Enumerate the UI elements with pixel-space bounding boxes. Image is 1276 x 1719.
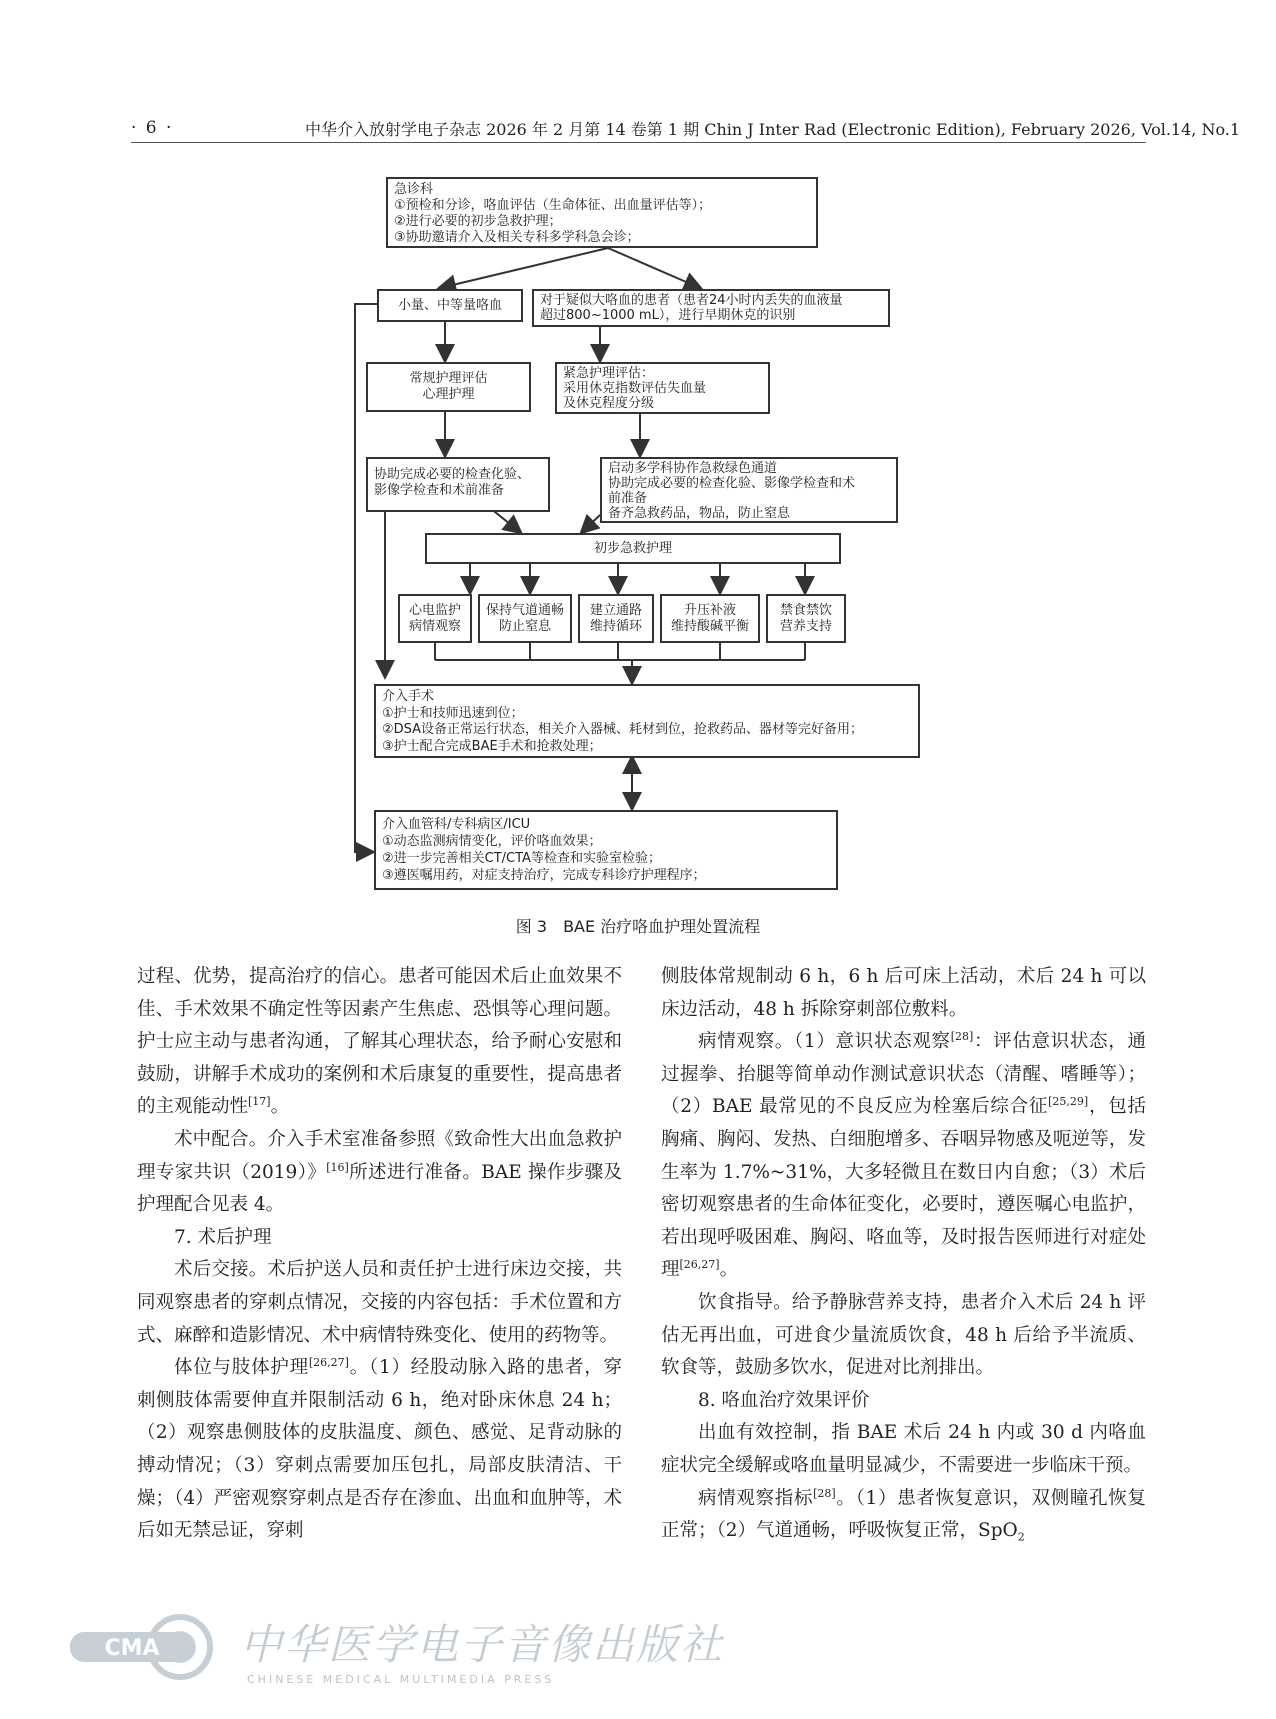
massive-bleed-box: 对于疑似大咯血的患者（患者24小时内丢失的血液量 超过800~1000 mL），进行早期休克的识别: [532, 289, 890, 327]
step-fasting-box: 禁食禁饮 营养支持: [766, 594, 846, 643]
paragraph: 病情观察。（1）意识状态观察[28]：评估意识状态，通过握拳、抬腿等简单动作测试意识状态（清醒、嗜睡等）；（2）BAE 最常见的不良反应为栓塞后综合征[25,29]，包括胸痛、胸闷、发热、白细胞增多、吞咽异物感及呃逆等，发生率为 1.7%~31%，大多轻微且在数日内自愈；（3）术后密切观察患者的生命体征变化，必要时，遵医嘱心电监护，若出现呼吸困难、胸闷、咯血等，及时报告医师进行对症处理[26,27]。: [661, 1030, 1146, 1281]
journal-header: 中华介入放射学电子杂志 2026 年 2 月第 14 卷第 1 期 Chin J Inter Rad (Electronic Edition), February 2026, Vol.14, No.1: [305, 120, 1241, 139]
paragraph: 过程、优势，提高治疗的信心。患者可能因术后止血效果不佳、手术效果不确定性等因素产生焦虑、恐惧等心理问题。护士应主动与患者沟通，了解其心理状态，给予耐心安慰和鼓励，讲解手术成功的案例和术后康复的重要性，提高患者的主观能动性[17]。: [137, 966, 622, 1118]
paragraph: 饮食指导。给予静脉营养支持，患者介入术后 24 h 评估无再出血，可进食少量流质饮食，48 h 后给予半流质、软食等，鼓励多饮水，促进对比剂排出。: [661, 1291, 1146, 1379]
routine-care-box: 常规护理评估 心理护理: [366, 362, 531, 412]
figure-caption: 图 3 BAE 治疗咯血护理处置流程: [515, 917, 761, 936]
green-channel-box: 启动多学科协作急救绿色通道 协助完成必要的检查化验、影像学检查和术 前准备 备齐急救药品，物品，防止窒息: [600, 457, 898, 523]
initial-care-box: 初步急救护理: [425, 533, 841, 564]
step-ecg-box: 心电监护 病情观察: [398, 594, 472, 643]
section-heading: 7. 术后护理: [174, 1226, 272, 1248]
left-column: [137, 961, 622, 1548]
logo-text: CMA: [104, 1636, 160, 1661]
small-bleed-box: 小量、中等量咯血: [377, 289, 523, 322]
ward-box: 介入血管科/专科病区/ICU ①动态监测病情变化，评价咯血效果； ②进一步完善相关CT/CTA等检查和实验室检验； ③遵医嘱用药，对症支持治疗，完成专科诊疗护理程序；: [374, 810, 838, 890]
press-name-chinese: 中华医学电子音像出版社: [240, 1620, 725, 1669]
surgery-box: 介入手术 ①护士和技师迅速到位； ②DSA设备正常运行状态，相关介入器械、耗材到位，抢救药品、器材等完好备用； ③护士配合完成BAE手术和抢救处理；: [374, 684, 920, 758]
urgent-assessment-box: 紧急护理评估： 采用休克指数评估失血量 及休克程度分级: [555, 362, 770, 414]
assist-check-box: 协助完成必要的检查化验、 影像学检查和术前准备: [366, 457, 550, 512]
press-name-english: CHINESE MEDICAL MULTIMEDIA PRESS: [247, 1673, 555, 1686]
step-fluid-box: 升压补液 维持酸碱平衡: [660, 594, 760, 643]
paragraph: 术中配合。介入手术室准备参照《致命性大出血急救护理专家共识（2019）》[16]所述进行准备。BAE 操作步骤及护理配合见表 4。: [137, 1128, 622, 1216]
paragraph: 病情观察指标[28]。（1）患者恢复意识，双侧瞳孔恢复正常；（2）气道通畅，呼吸恢复正常，SpO$_2$: [661, 1486, 1146, 1544]
emergency-box: 急诊科 ①预检和分诊，咯血评估（生命体征、出血量评估等）； ②进行必要的初步急救护理； ③协助邀请介入及相关专科多学科急会诊；: [386, 177, 818, 248]
page-number: · 6 ·: [131, 118, 174, 138]
step-airway-box: 保持气道通畅 防止窒息: [478, 594, 572, 643]
section-heading: 8. 咯血治疗效果评价: [698, 1389, 870, 1411]
paragraph: 体位与肢体护理[26,27]。（1）经股动脉入路的患者，穿刺侧肢体需要伸直并限制活动 6 h，绝对卧床休息 24 h；（2）观察患侧肢体的皮肤温度、颜色、感觉、足背动脉的搏动情况；（3）穿刺点需要加压包扎，局部皮肤清洁、干燥；（4）严密观察穿刺点是否存在渗血、出血和血肿等，术后如无禁忌证，穿刺: [137, 1355, 622, 1542]
right-column: [661, 961, 1146, 1548]
paragraph: 出血有效控制，指 BAE 术后 24 h 内或 30 d 内咯血症状完全缓解或咯血量明显减少，不需要进一步临床干预。: [661, 1422, 1146, 1476]
step-access-box: 建立通路 维持循环: [578, 594, 654, 643]
paragraph: 侧肢体常规制动 6 h，6 h 后可床上活动，术后 24 h 可以床边活动，48 h 拆除穿刺部位敷料。: [661, 966, 1146, 1020]
cma-logo: [70, 1612, 230, 1682]
paragraph: 术后交接。术后护送人员和责任护士进行床边交接，共同观察患者的穿刺点情况，交接的内容包括：手术位置和方式、麻醉和造影情况、术中病情特殊变化、使用的药物等。: [137, 1259, 622, 1346]
